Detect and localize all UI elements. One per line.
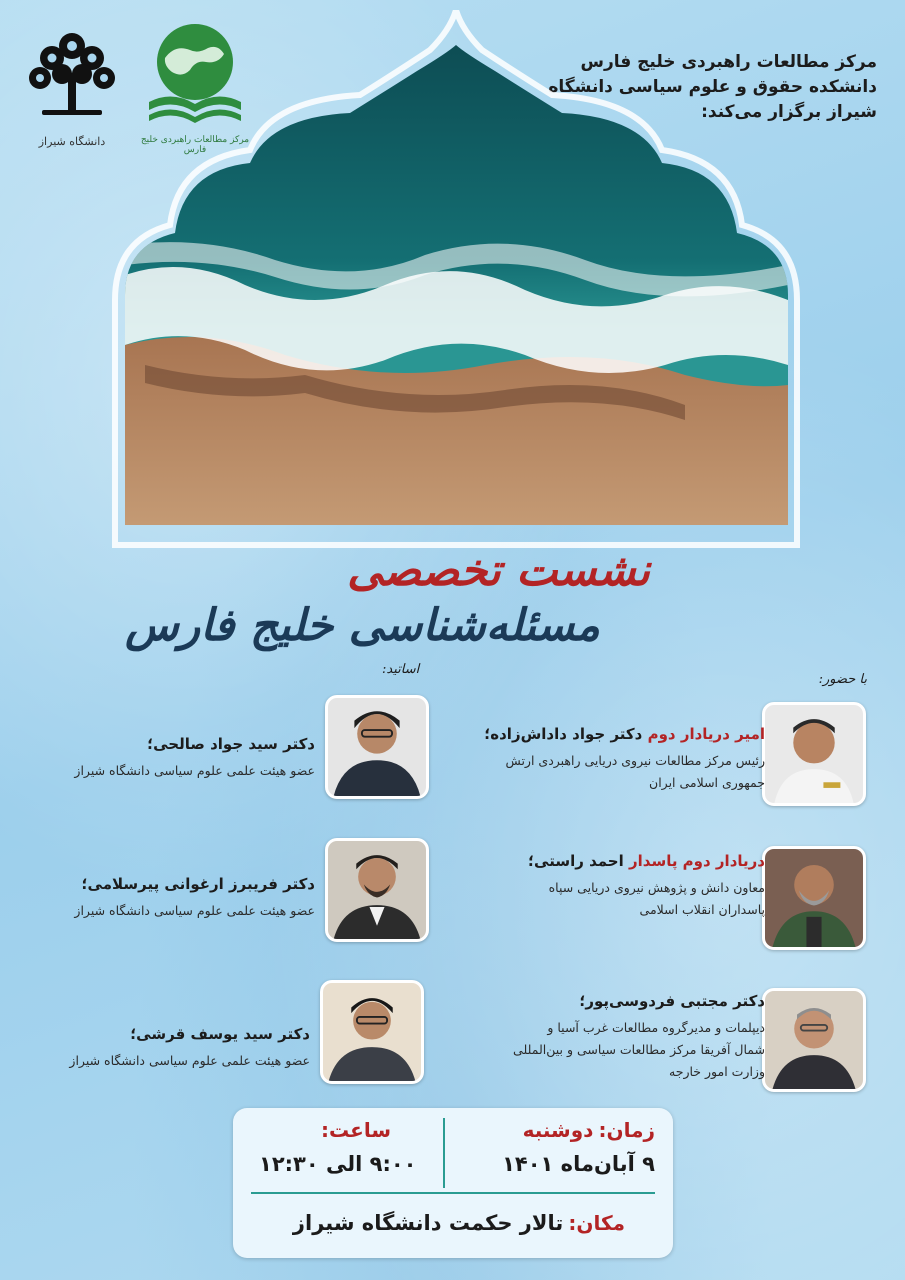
- teacher-photo-1: [325, 695, 429, 799]
- portrait-icon: [765, 705, 863, 803]
- guest-name-2: [528, 852, 765, 870]
- title-word-1: نشست: [516, 545, 650, 596]
- guest-photo-3: [762, 988, 866, 1092]
- guest-desc-line: پاسداران انقلاب اسلامی: [639, 902, 765, 917]
- event-title: [100, 545, 800, 660]
- guest-rank: امیر دریادار دوم: [647, 725, 765, 743]
- place-row: [293, 1211, 625, 1235]
- teacher-desc-2: عضو هیئت علمی علوم سیاسی دانشگاه شیراز: [74, 903, 315, 918]
- guest-desc-1: [445, 750, 765, 794]
- guest-desc-line: معاون دانش و پژوهش نیروی دریایی سپاه: [548, 880, 765, 895]
- portrait-icon: [328, 698, 426, 796]
- teacher-name-3: دکتر سید یوسف قرشی؛: [130, 1025, 310, 1043]
- info-divider-vertical: [443, 1118, 445, 1188]
- guest-rank: دریادار دوم پاسدار: [629, 852, 765, 870]
- title-line-1: [347, 545, 650, 596]
- date-heading: [523, 1118, 655, 1142]
- university-caption: دانشگاه شیراز: [38, 135, 106, 148]
- portrait-icon: [765, 991, 863, 1089]
- presence-label: با حضور:: [818, 672, 867, 687]
- guest-photo-2: [762, 846, 866, 950]
- date-value: ۹ آبان‌ماه ۱۴۰۱: [502, 1152, 655, 1176]
- teachers-label: اساتید:: [382, 662, 420, 677]
- guest-photo-1: [762, 702, 866, 806]
- guest-name: دکتر جواد داداش‌زاده؛: [484, 725, 643, 743]
- teacher-desc-3: عضو هیئت علمی علوم سیاسی دانشگاه شیراز: [69, 1053, 310, 1068]
- guest-name: دکتر مجتبی فردوسی‌پور؛: [579, 992, 765, 1010]
- guest-name-1: [484, 725, 765, 743]
- organizer-line: دانشکده حقوق و علوم سیاسی دانشگاه: [548, 77, 877, 97]
- teacher-name-2: دکتر فریبرز ارغوانی پیرسلامی؛: [81, 875, 315, 893]
- date-label: زمان:: [598, 1118, 655, 1142]
- organizer-line: شیراز برگزار می‌کند:: [701, 102, 877, 122]
- portrait-icon: [765, 849, 863, 947]
- date-day: دوشنبه: [522, 1118, 594, 1142]
- guest-desc-line: وزارت امور خارجه: [669, 1064, 765, 1079]
- sea-shore-image: [125, 45, 788, 525]
- guest-name: احمد راستی؛: [528, 852, 624, 870]
- guest-desc-line: جمهوری اسلامی ایران: [649, 775, 765, 790]
- teacher-name-1: دکتر سید جواد صالحی؛: [147, 735, 315, 753]
- portrait-icon: [328, 841, 426, 939]
- title-line-2: مسئله‌شناسی خلیج فارس: [125, 600, 600, 651]
- portrait-icon: [323, 983, 421, 1081]
- teacher-photo-2: [325, 838, 429, 942]
- place-label: مکان:: [568, 1211, 625, 1235]
- time-value: ۹:۰۰ الی ۱۲:۳۰: [259, 1152, 417, 1176]
- time-label: ساعت:: [321, 1118, 392, 1142]
- event-info-box: [233, 1108, 673, 1258]
- organizer-line: مرکز مطالعات راهبردی خلیج فارس: [580, 52, 877, 72]
- info-divider-horizontal: [251, 1192, 655, 1194]
- guest-desc-line: دیپلمات و مدیرگروه مطالعات غرب آسیا و: [547, 1020, 765, 1035]
- guest-desc-line: رئیس مرکز مطالعات نیروی دریایی راهبردی ارتش: [505, 753, 765, 768]
- center-caption: مرکز مطالعات راهبردی خلیج فارس: [140, 135, 250, 155]
- guest-desc-line: شمال آفریقا مرکز مطالعات سیاسی و بین‌المللی: [513, 1042, 765, 1057]
- title-word-2: تخصصی: [347, 545, 501, 596]
- place-value: تالار حکمت دانشگاه شیراز: [292, 1211, 564, 1235]
- guest-name-3: [579, 992, 765, 1010]
- teacher-desc-1: عضو هیئت علمی علوم سیاسی دانشگاه شیراز: [74, 763, 315, 778]
- guest-desc-3: [445, 1017, 765, 1083]
- guest-desc-2: [445, 877, 765, 921]
- teacher-photo-3: [320, 980, 424, 1084]
